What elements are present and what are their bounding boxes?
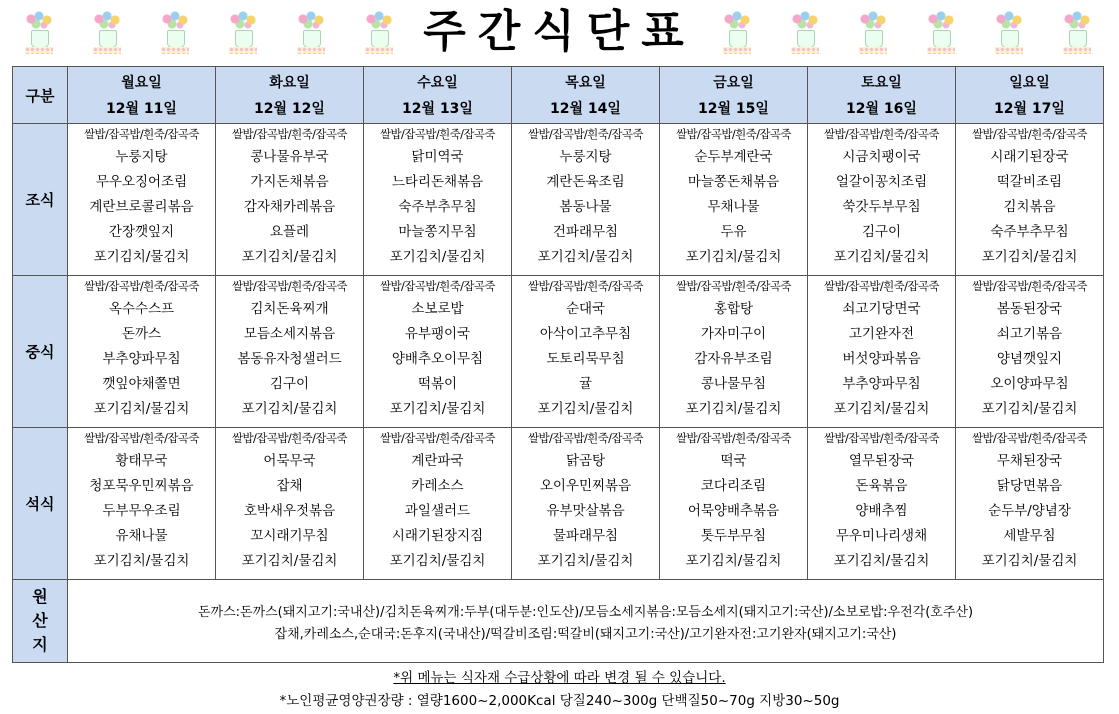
day-name: 토요일 <box>861 75 902 91</box>
menu-item: 모듬소세지볶음 <box>243 326 336 342</box>
menu-cell <box>956 276 1104 428</box>
flower-pot-icon <box>790 10 820 56</box>
title-banner <box>0 0 1119 64</box>
menu-item: 김치돈육찌개 <box>250 301 329 317</box>
menu-item: 포기김치/물김치 <box>241 553 338 569</box>
meal-row-breakfast <box>13 124 1104 276</box>
menu-item: 쌀밥/잡곡밥/흰죽/잡곡죽 <box>676 431 791 445</box>
menu-item: 유부맛살볶음 <box>546 503 625 519</box>
day-date: 12월 12일 <box>254 101 325 117</box>
meal-label-dinner: 석식 <box>13 428 68 580</box>
menu-cell <box>808 124 956 276</box>
menu-cell <box>512 276 660 428</box>
menu-item: 양배추찜 <box>855 503 908 519</box>
day-header <box>364 67 512 124</box>
day-name: 화요일 <box>269 75 310 91</box>
meal-row-lunch <box>13 276 1104 428</box>
menu-item: 귤 <box>578 376 593 392</box>
menu-item: 봄동유자청샐러드 <box>237 351 342 367</box>
origin-line: 돈까스:돈까스(돼지고기:국내산)/김치돈육찌개:두부(대두분:인도산)/모듬소세지볶음:모듬소세지(돼지고기:국산)/소보로밥:우전각(호주산) <box>197 605 974 620</box>
menu-item: 유채나물 <box>115 528 168 544</box>
meal-label-lunch: 중식 <box>13 276 68 428</box>
menu-item: 김구이 <box>269 376 310 392</box>
day-name: 수요일 <box>417 75 458 91</box>
meal-label-breakfast: 조식 <box>13 124 68 276</box>
menu-item: 포기김치/물김치 <box>241 249 338 265</box>
menu-item: 떡국 <box>720 453 747 469</box>
day-date: 12월 14일 <box>550 101 621 117</box>
day-date: 12월 15일 <box>698 101 769 117</box>
menu-item: 콩나물유부국 <box>250 149 329 165</box>
menu-cell <box>956 124 1104 276</box>
menu-item: 봄동나물 <box>559 199 612 215</box>
day-header <box>660 67 808 124</box>
menu-item: 꼬시래기무침 <box>250 528 329 544</box>
menu-item: 무우오징어조림 <box>95 174 188 190</box>
menu-item: 세발무침 <box>1003 528 1056 544</box>
meal-row-dinner <box>13 428 1104 580</box>
flower-pot-icon <box>296 10 326 56</box>
menu-cell <box>808 276 956 428</box>
menu-item: 톳두부무침 <box>700 528 767 544</box>
menu-item: 쌀밥/잡곡밥/흰죽/잡곡죽 <box>676 279 791 293</box>
flower-pot-icon <box>92 10 122 56</box>
menu-item: 쌀밥/잡곡밥/흰죽/잡곡죽 <box>824 431 939 445</box>
menu-item: 포기김치/물김치 <box>685 249 782 265</box>
day-date: 12월 16일 <box>846 101 917 117</box>
menu-item: 봄동된장국 <box>996 301 1063 317</box>
menu-item: 쑥갓두부무침 <box>842 199 921 215</box>
header-row <box>13 67 1104 124</box>
menu-item: 포기김치/물김치 <box>981 553 1078 569</box>
menu-item: 쌀밥/잡곡밥/흰죽/잡곡죽 <box>232 127 347 141</box>
menu-cell <box>68 124 216 276</box>
menu-item: 포기김치/물김치 <box>389 553 486 569</box>
menu-item: 어묵무국 <box>263 453 316 469</box>
menu-item: 오이양파무침 <box>990 376 1069 392</box>
menu-cell <box>364 428 512 580</box>
menu-item: 청포묵우민찌볶음 <box>89 478 194 494</box>
menu-item: 감자채카레볶음 <box>243 199 336 215</box>
menu-cell <box>956 428 1104 580</box>
menu-item: 포기김치/물김치 <box>93 401 190 417</box>
menu-item: 숙주부추무침 <box>990 224 1069 240</box>
menu-cell <box>512 428 660 580</box>
menu-item: 순두부계란국 <box>694 149 773 165</box>
menu-item: 깻잎야채쫄면 <box>102 376 181 392</box>
menu-item: 쌀밥/잡곡밥/흰죽/잡곡죽 <box>676 127 791 141</box>
menu-item: 순두부/양념장 <box>988 503 1071 519</box>
menu-item: 마늘쫑돈채볶음 <box>687 174 780 190</box>
menu-item: 무우미나리생채 <box>835 528 928 544</box>
menu-item: 포기김치/물김치 <box>833 401 930 417</box>
menu-item: 오이우민찌볶음 <box>539 478 632 494</box>
menu-item: 가지돈채볶음 <box>250 174 329 190</box>
day-name: 월요일 <box>121 75 162 91</box>
flower-pot-icon <box>160 10 190 56</box>
menu-item: 닭당면볶음 <box>996 478 1063 494</box>
menu-item: 쌀밥/잡곡밥/흰죽/잡곡죽 <box>528 279 643 293</box>
menu-item: 닭곰탕 <box>565 453 606 469</box>
menu-item: 쌀밥/잡곡밥/흰죽/잡곡죽 <box>84 127 199 141</box>
menu-item: 쇠고기당면국 <box>842 301 921 317</box>
menu-item: 부추양파무침 <box>842 376 921 392</box>
menu-item: 쌀밥/잡곡밥/흰죽/잡곡죽 <box>528 127 643 141</box>
menu-item: 과일샐러드 <box>404 503 471 519</box>
menu-item: 계란브로콜리볶음 <box>89 199 194 215</box>
menu-item: 소보로밥 <box>411 301 464 317</box>
menu-item: 홍합탕 <box>713 301 754 317</box>
flower-pot-icon <box>858 10 888 56</box>
origin-label <box>13 580 68 663</box>
day-header <box>216 67 364 124</box>
origin-line: 잡채,카레소스,순대국:돈후지(국내산)/떡갈비조림:떡갈비(돼지고기:국산)/고기완자전:고기완자(돼지고기:국산) <box>274 627 897 642</box>
menu-item: 포기김치/물김치 <box>537 249 634 265</box>
menu-item: 돈육볶음 <box>855 478 908 494</box>
menu-item: 포기김치/물김치 <box>93 553 190 569</box>
menu-item: 아삭이고추무침 <box>539 326 632 342</box>
menu-item: 닭미역국 <box>411 149 464 165</box>
origin-row <box>13 580 1104 663</box>
menu-cell <box>216 124 364 276</box>
menu-item: 코다리조림 <box>700 478 767 494</box>
menu-item: 부추양파무침 <box>102 351 181 367</box>
origin-label-char: 지 <box>32 635 48 654</box>
menu-item: 쌀밥/잡곡밥/흰죽/잡곡죽 <box>972 279 1087 293</box>
menu-item: 떡갈비조림 <box>996 174 1063 190</box>
menu-item: 양배추오이무침 <box>391 351 484 367</box>
menu-item: 시래기된장국 <box>990 149 1069 165</box>
menu-cell <box>660 428 808 580</box>
menu-item: 양념깻잎지 <box>996 351 1063 367</box>
menu-item: 시래기된장지짐 <box>391 528 484 544</box>
menu-item: 마늘쫑지무침 <box>398 224 477 240</box>
menu-cell <box>364 124 512 276</box>
flower-pot-icon <box>1062 10 1092 56</box>
menu-item: 쇠고기볶음 <box>996 326 1063 342</box>
menu-item: 유부팽이국 <box>404 326 471 342</box>
menu-item: 포기김치/물김치 <box>685 401 782 417</box>
nutrition-notice: *노인평균영양권장량 : 열량1600~2,000Kcal 당질240~300g 단백질50~70g 지방30~50g <box>279 693 840 709</box>
day-date: 12월 11일 <box>106 101 177 117</box>
menu-item: 열무된장국 <box>848 453 915 469</box>
menu-item: 포기김치/물김치 <box>93 249 190 265</box>
menu-cell <box>364 276 512 428</box>
menu-item: 쌀밥/잡곡밥/흰죽/잡곡죽 <box>232 279 347 293</box>
menu-item: 무채나물 <box>707 199 760 215</box>
menu-item: 고기완자전 <box>848 326 915 342</box>
menu-item: 황태무국 <box>115 453 168 469</box>
menu-cell <box>68 428 216 580</box>
menu-item: 쌀밥/잡곡밥/흰죽/잡곡죽 <box>824 279 939 293</box>
menu-cell <box>512 124 660 276</box>
header-label: 구분 <box>13 67 68 124</box>
menu-item: 포기김치/물김치 <box>981 401 1078 417</box>
day-header <box>808 67 956 124</box>
menu-item: 잡채 <box>276 478 303 494</box>
origin-label-char: 산 <box>32 611 48 630</box>
menu-item: 쌀밥/잡곡밥/흰죽/잡곡죽 <box>972 127 1087 141</box>
menu-item: 계란돈육조림 <box>546 174 625 190</box>
day-name: 금요일 <box>713 75 754 91</box>
menu-item: 쌀밥/잡곡밥/흰죽/잡곡죽 <box>528 431 643 445</box>
menu-item: 쌀밥/잡곡밥/흰죽/잡곡죽 <box>380 279 495 293</box>
menu-item: 두유 <box>720 224 747 240</box>
menu-item: 쌀밥/잡곡밥/흰죽/잡곡죽 <box>380 127 495 141</box>
menu-item: 쌀밥/잡곡밥/흰죽/잡곡죽 <box>380 431 495 445</box>
menu-item: 김치볶음 <box>1003 199 1056 215</box>
menu-item: 포기김치/물김치 <box>833 553 930 569</box>
flower-pot-icon <box>24 10 54 56</box>
change-notice-text: *위 메뉴는 식자재 수급상황에 따라 변경 될 수 있습니다. <box>393 670 726 686</box>
menu-cell <box>216 276 364 428</box>
menu-item: 포기김치/물김치 <box>537 401 634 417</box>
menu-item: 누룽지탕 <box>559 149 612 165</box>
menu-cell <box>216 428 364 580</box>
menu-item: 두부무우조림 <box>102 503 181 519</box>
menu-item: 포기김치/물김치 <box>241 401 338 417</box>
menu-item: 콩나물무침 <box>700 376 767 392</box>
menu-item: 쌀밥/잡곡밥/흰죽/잡곡죽 <box>84 431 199 445</box>
menu-item: 쌀밥/잡곡밥/흰죽/잡곡죽 <box>824 127 939 141</box>
day-date: 12월 13일 <box>402 101 473 117</box>
menu-cell <box>660 276 808 428</box>
menu-cell <box>808 428 956 580</box>
menu-item: 쌀밥/잡곡밥/흰죽/잡곡죽 <box>84 279 199 293</box>
menu-item: 카레소스 <box>411 478 464 494</box>
menu-item: 계란파국 <box>411 453 464 469</box>
menu-item: 시금치팽이국 <box>842 149 921 165</box>
menu-item: 무채된장국 <box>996 453 1063 469</box>
menu-item: 포기김치/물김치 <box>389 249 486 265</box>
page-title: 주간식단표 <box>423 6 696 57</box>
menu-item: 포기김치/물김치 <box>833 249 930 265</box>
menu-item: 옥수수스프 <box>108 301 175 317</box>
menu-item: 포기김치/물김치 <box>685 553 782 569</box>
menu-item: 숙주부추무침 <box>398 199 477 215</box>
menu-cell <box>660 124 808 276</box>
menu-item: 포기김치/물김치 <box>389 401 486 417</box>
menu-item: 순대국 <box>565 301 606 317</box>
menu-item: 포기김치/물김치 <box>981 249 1078 265</box>
menu-item: 호박새우젓볶음 <box>243 503 336 519</box>
menu-item: 떡볶이 <box>417 376 458 392</box>
origin-info <box>68 580 1104 663</box>
menu-cell <box>68 276 216 428</box>
menu-item: 포기김치/물김치 <box>537 553 634 569</box>
menu-item: 도토리묵무침 <box>546 351 625 367</box>
menu-item: 감자유부조림 <box>694 351 773 367</box>
day-header <box>512 67 660 124</box>
menu-item: 돈까스 <box>121 326 162 342</box>
day-name: 일요일 <box>1009 75 1050 91</box>
menu-item: 버섯양파볶음 <box>842 351 921 367</box>
menu-item: 김구이 <box>861 224 902 240</box>
weekly-menu-table <box>12 66 1104 663</box>
origin-label-char: 원 <box>32 587 48 606</box>
flower-pot-icon <box>926 10 956 56</box>
menu-item: 어묵양배추볶음 <box>687 503 780 519</box>
day-date: 12월 17일 <box>994 101 1065 117</box>
day-header <box>68 67 216 124</box>
menu-item: 느타리돈채볶음 <box>391 174 484 190</box>
menu-item: 쌀밥/잡곡밥/흰죽/잡곡죽 <box>232 431 347 445</box>
flower-pot-icon <box>228 10 258 56</box>
menu-item: 얼갈이꽁치조림 <box>835 174 928 190</box>
menu-item: 쌀밥/잡곡밥/흰죽/잡곡죽 <box>972 431 1087 445</box>
day-header <box>956 67 1104 124</box>
flower-pot-icon <box>994 10 1024 56</box>
menu-item: 건파래무침 <box>552 224 619 240</box>
day-name: 목요일 <box>565 75 606 91</box>
menu-item: 물파래무침 <box>552 528 619 544</box>
menu-item: 가자미구이 <box>700 326 767 342</box>
menu-item: 간장깻잎지 <box>108 224 175 240</box>
change-notice <box>0 666 1119 686</box>
menu-item: 누룽지탕 <box>115 149 168 165</box>
menu-item: 요플레 <box>269 224 310 240</box>
